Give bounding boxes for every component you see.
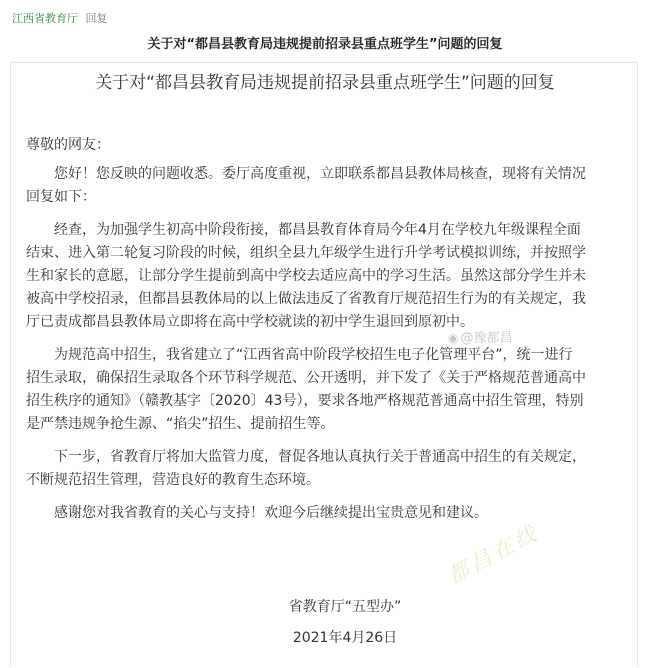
letter-paragraph: 您好！您反映的问题收悉。委厅高度重视，立即联系都昌县教体局核查，现将有关情况回复如下： <box>26 166 586 205</box>
letter-paragraph: 为规范高中招生，我省建立了“江西省高中阶段学校招生电子化管理平台”，统一进行招生录取，确保招生录取各个环节科学规范、公开透明，并下发了《关于严格规范普通高中招生秩序的通知》（赣教基字〔2020〕43号），要求各地严格规范普通高中招生管理，特别是严禁违规争抢生源、“掐尖”招生、提前招生等。 <box>26 347 586 432</box>
letter-paragraph: 感谢您对我省教育的关心与支持！欢迎今后继续提出宝贵意见和建议。 <box>54 505 488 521</box>
letter-date: 2021年4月26日 <box>292 630 398 646</box>
corner-watermark: 都昌在线 <box>443 520 544 589</box>
weibo-watermark-text: @豫都昌 <box>460 331 513 346</box>
letter-greeting: 尊敬的网友： <box>26 137 110 153</box>
reply-subject: 关于对“都昌县教育局违规提前招录县重点班学生”问题的回复 <box>147 37 503 52</box>
signature-block <box>240 592 450 654</box>
reply-label: 回复 <box>85 12 108 25</box>
letter-paragraph: 下一步，省教育厅将加大监管力度，督促各地认真执行关于普通高中招生的有关规定，不断规范招生管理，营造良好的教育生态环境。 <box>26 449 586 488</box>
weibo-watermark <box>448 327 513 346</box>
signature: 省教育厅“五型办” <box>288 599 402 615</box>
weibo-icon: ◉ <box>448 331 459 345</box>
reply-header <box>12 12 108 26</box>
sender-name[interactable]: 江西省教育厅 <box>12 12 78 25</box>
letter-title: 关于对“都昌县教育局违规提前招录县重点班学生”问题的回复 <box>95 73 555 93</box>
letter-paragraph: 经查，为加强学生初高中阶段衔接，都昌县教育体育局今年4月在学校九年级课程全面结束、进入第二轮复习阶段的时候，组织全县九年级学生进行升学考试模拟训练，并按照学生和家长的意愿，让部分学生提前到高中学校去适应高中的学习生活。虽然这部分学生并未被高中学校招录，但都昌县教体局的以上做法违反了省教育厅规范招生行为的有关规定，我厅已责成都昌县教体局立即将在高中学校就读的初中学生退回到原初中。 <box>26 222 586 330</box>
